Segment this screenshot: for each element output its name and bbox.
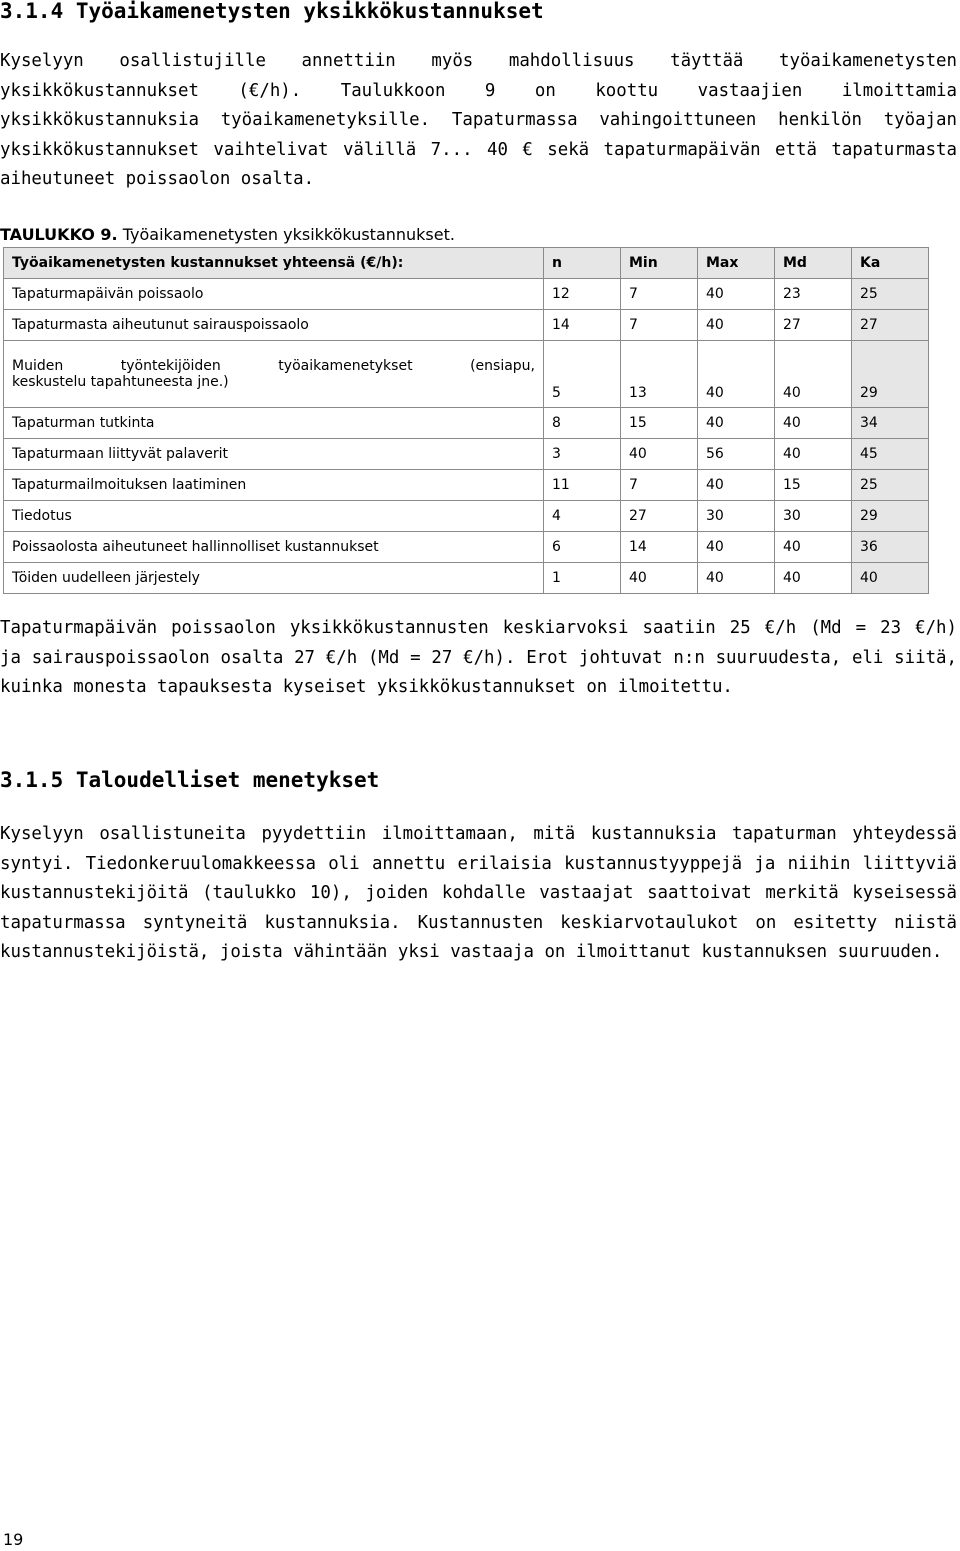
cell-n: 4 [544, 501, 621, 532]
cell-ka: 25 [852, 279, 929, 310]
cell-min: 13 [621, 341, 698, 408]
unit-cost-table [3, 247, 929, 594]
cell-ka: 27 [852, 310, 929, 341]
paragraph-line: yksikkökustannukset (€/h). Taulukkoon 9 on koottu vastaajien ilmoittamia [0, 80, 957, 101]
header-cell: Ka [852, 248, 929, 279]
cell-n: 11 [544, 470, 621, 501]
table-caption-label: TAULUKKO 9. [0, 225, 118, 244]
cell-min: 7 [621, 470, 698, 501]
table-row [4, 563, 929, 594]
cell-n: 3 [544, 439, 621, 470]
paragraph-line: Kyselyyn osallistuneita pyydettiin ilmoittamaan, mitä kustannuksia tapaturman yhteydessä [0, 824, 957, 844]
cell-md: 27 [775, 310, 852, 341]
paragraph-line: Tapaturmapäivän poissaolon yksikkökustannusten keskiarvoksi saatiin 25 €/h (Md = 23 €/h) [0, 618, 957, 638]
cell-min: 40 [621, 563, 698, 594]
cell-n: 6 [544, 532, 621, 563]
cell-n: 1 [544, 563, 621, 594]
cell-ka: 40 [852, 563, 929, 594]
row-label: Tapaturmasta aiheutunut sairauspoissaolo [4, 310, 544, 341]
table-row [4, 408, 929, 439]
cell-max: 40 [698, 279, 775, 310]
cell-max: 56 [698, 439, 775, 470]
section-heading-3-1-5: 3.1.5 Taloudelliset menetykset [0, 768, 380, 792]
table-row [4, 532, 929, 563]
cell-md: 15 [775, 470, 852, 501]
cell-ka: 45 [852, 439, 929, 470]
cell-n: 8 [544, 408, 621, 439]
cell-max: 30 [698, 501, 775, 532]
table-row [4, 310, 929, 341]
paragraph-line: kuinka monesta tapauksesta kyseiset yksikkökustannukset on ilmoitettu. [0, 677, 733, 698]
row-label: Tiedotus [4, 501, 544, 532]
section-heading-3-1-4: 3.1.4 Työaikamenetysten yksikkökustannukset [0, 0, 544, 23]
row-label-line: keskustelu tapahtuneesta jne.) [12, 374, 229, 390]
page-number: 19 [3, 1530, 24, 1549]
cell-md: 30 [775, 501, 852, 532]
cell-max: 40 [698, 532, 775, 563]
row-label: Tapaturmapäivän poissaolo [4, 279, 544, 310]
table-row [4, 341, 929, 408]
row-label: Tapaturmaan liittyvät palaverit [4, 439, 544, 470]
paragraph-line: tapaturmassa syntyneitä kustannuksia. Kustannusten keskiarvotaulukot on esitetty niistä [0, 912, 957, 933]
paragraph-line: syntyi. Tiedonkeruulomakkeessa oli annettu erilaisia kustannustyyppejä ja niihin liittyviä [0, 853, 957, 874]
cell-min: 40 [621, 439, 698, 470]
table-caption [0, 225, 455, 244]
cell-ka: 25 [852, 470, 929, 501]
cell-md: 40 [775, 439, 852, 470]
financial-losses-paragraph [0, 820, 957, 968]
cell-n: 12 [544, 279, 621, 310]
cell-max: 40 [698, 341, 775, 408]
cell-n: 14 [544, 310, 621, 341]
table-row [4, 439, 929, 470]
row-label [4, 341, 544, 408]
paragraph-line: aiheutuneet poissaolon osalta. [0, 169, 315, 189]
cell-md: 40 [775, 563, 852, 594]
cell-max: 40 [698, 470, 775, 501]
cell-ka: 29 [852, 501, 929, 532]
cell-min: 7 [621, 279, 698, 310]
cell-max: 40 [698, 563, 775, 594]
header-cell: Md [775, 248, 852, 279]
table-row [4, 279, 929, 310]
cell-md: 40 [775, 532, 852, 563]
cell-n: 5 [544, 341, 621, 408]
paragraph-line: Kyselyyn osallistujille annettiin myös mahdollisuus täyttää työaikamenetysten [0, 51, 957, 71]
paragraph-line: kustannustekijöitä (taulukko 10), joiden kohdalle vastaajat saattoivat merkitä kyseisessä [0, 883, 957, 904]
cell-ka: 34 [852, 408, 929, 439]
result-paragraph [0, 614, 957, 703]
cell-md: 23 [775, 279, 852, 310]
header-cell: Työaikamenetysten kustannukset yhteensä (€/h): [4, 248, 544, 279]
table-row [4, 501, 929, 532]
cell-min: 14 [621, 532, 698, 563]
table-caption-text: Työaikamenetysten yksikkökustannukset. [122, 225, 455, 244]
cell-min: 7 [621, 310, 698, 341]
row-label: Poissaolosta aiheutuneet hallinnolliset kustannukset [4, 532, 544, 563]
header-cell: n [544, 248, 621, 279]
row-label: Tapaturmailmoituksen laatiminen [4, 470, 544, 501]
cell-max: 40 [698, 310, 775, 341]
row-label-line: Muiden työntekijöiden työaikamenetykset (ensiapu, [12, 358, 535, 374]
cell-min: 27 [621, 501, 698, 532]
row-label: Tapaturman tutkinta [4, 408, 544, 439]
row-label: Töiden uudelleen järjestely [4, 563, 544, 594]
table-header-row [4, 248, 929, 279]
paragraph-line: ja sairauspoissaolon osalta 27 €/h (Md = 27 €/h). Erot johtuvat n:n suuruudesta, eli siitä, [0, 647, 957, 668]
cell-ka: 29 [852, 341, 929, 408]
cell-max: 40 [698, 408, 775, 439]
header-cell: Min [621, 248, 698, 279]
cell-md: 40 [775, 408, 852, 439]
paragraph-line: kustannustekijöistä, joista vähintään yksi vastaaja on ilmoittanut kustannuksen suuruuden. [0, 942, 943, 963]
header-cell: Max [698, 248, 775, 279]
intro-paragraph [0, 47, 957, 195]
cell-min: 15 [621, 408, 698, 439]
paragraph-line: yksikkökustannukset vaihtelivat välillä 7... 40 € sekä tapaturmapäivän että tapaturmasta [0, 139, 957, 160]
paragraph-line: yksikkökustannuksia työaikamenetyksille. Tapaturmassa vahingoittuneen henkilön työajan [0, 110, 957, 130]
cell-ka: 36 [852, 532, 929, 563]
cell-md: 40 [775, 341, 852, 408]
table-row [4, 470, 929, 501]
